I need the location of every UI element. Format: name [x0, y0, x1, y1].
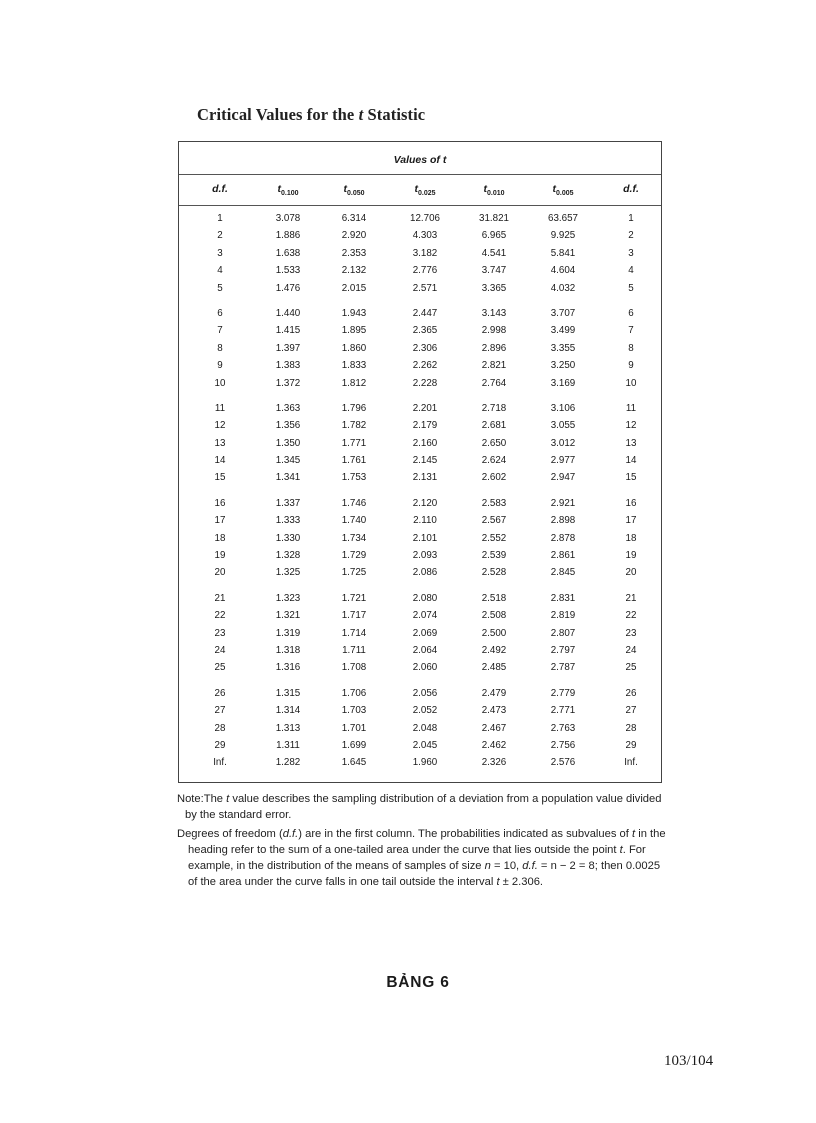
table-cell: 1.860 [341, 342, 367, 354]
table-header-row [179, 183, 661, 199]
table-cell: 2.492 [481, 644, 507, 656]
table-cell: 12.706 [410, 213, 440, 224]
table-cell: 2.947 [550, 472, 576, 484]
values-heading: Values of t [393, 154, 447, 166]
table-cell: 18 [625, 532, 637, 544]
table-cell: 1.318 [275, 644, 301, 656]
table-cell: 1.714 [341, 627, 367, 639]
table-cell: 1.761 [341, 455, 367, 467]
table-row [179, 342, 661, 359]
table-cell: 3 [628, 247, 634, 259]
table-cell: 15 [625, 472, 637, 484]
table-cell: 2.145 [412, 455, 438, 467]
table-cell: 1.699 [341, 739, 367, 751]
table-cell: 2.052 [412, 705, 438, 717]
table-cell: 4.541 [481, 247, 507, 259]
table-row [179, 229, 661, 246]
note2-part: ± 2.306. [499, 876, 544, 888]
table-cell: 3.747 [481, 265, 507, 277]
table-cell: 2.681 [481, 420, 507, 432]
table-cell: 3.143 [481, 307, 507, 319]
column-header-sub: 0.100 [280, 190, 299, 198]
table-cell: 20 [625, 567, 637, 579]
table-cell: 1.350 [275, 437, 301, 449]
table-row [179, 471, 661, 488]
table-cell: 2.060 [412, 662, 438, 674]
table-cell: 2.576 [550, 757, 576, 769]
table-cell: 1.363 [275, 402, 301, 414]
table-cell: 1.645 [341, 757, 367, 769]
table-cell: 28 [625, 722, 637, 734]
table-cell: 2.086 [412, 567, 438, 579]
table-cell: 2.861 [550, 550, 576, 562]
column-header-main: t [483, 183, 487, 195]
page-label: BẢNG 6 [386, 974, 450, 991]
heading-divider [179, 174, 661, 175]
table-cell: 2.998 [481, 325, 507, 337]
note2-part: . For example, in the distribution of the means of samples of size [188, 844, 646, 872]
table-cell: 2.763 [550, 722, 576, 734]
table-cell: 22 [625, 610, 637, 622]
table-cell: 1.345 [275, 455, 301, 467]
table-cell: 27 [214, 705, 226, 717]
table-body [179, 212, 661, 774]
table-cell: 2.056 [412, 687, 438, 699]
table-cell: 11 [625, 402, 637, 414]
table-cell: 1.771 [341, 437, 367, 449]
table-row [179, 497, 661, 514]
title-italic-t: t [358, 105, 364, 124]
note1-part: value describes the sampling distribution of a deviation from a population value divided by the standard error. [185, 793, 662, 821]
note2-part: Degrees of freedom ( [177, 828, 283, 840]
column-header-sub: 0.010 [486, 190, 505, 198]
table-cell: 1.812 [341, 377, 367, 389]
table-row [179, 532, 661, 549]
table-cell: 2.764 [481, 377, 507, 389]
table-cell: 2.567 [481, 515, 507, 527]
table-cell: 3.355 [550, 342, 576, 354]
table-cell: 3 [217, 247, 223, 259]
table-cell: 2.179 [412, 420, 438, 432]
table-cell: 1 [628, 213, 634, 224]
table-cell: 1.886 [275, 230, 301, 242]
table-cell: 4.604 [550, 265, 576, 277]
table-cell: 2.539 [481, 550, 507, 562]
table-cell: 1.372 [275, 377, 301, 389]
table-row [179, 609, 661, 626]
table-cell: 2.262 [412, 360, 438, 372]
table-cell: 7 [628, 325, 634, 337]
table-cell: 2.365 [412, 325, 438, 337]
table-cell: 1.314 [275, 705, 301, 717]
table-cell: 13 [625, 437, 637, 449]
note2-italic: d.f. [522, 860, 538, 872]
table-cell: 8 [217, 342, 223, 354]
table-cell: 1.717 [341, 610, 367, 622]
table-row [179, 359, 661, 376]
table-cell: 2.624 [481, 455, 507, 467]
table-cell: 1.383 [275, 360, 301, 372]
table-cell: 2.779 [550, 687, 576, 699]
column-header [258, 183, 318, 197]
table-row [179, 514, 661, 531]
column-header [464, 183, 524, 197]
table-row [179, 307, 661, 324]
table-cell: 2.571 [412, 282, 438, 294]
table-row [179, 377, 661, 394]
page-number: 103/104 [664, 1053, 714, 1069]
table-row [179, 704, 661, 721]
table-cell: 9.925 [550, 230, 576, 242]
table-cell: 2.160 [412, 437, 438, 449]
table-cell: 29 [214, 739, 226, 751]
table-cell: 23 [625, 627, 637, 639]
table-cell: 1.440 [275, 307, 301, 319]
table-cell: 63.657 [548, 213, 578, 224]
table-cell: 2.819 [550, 610, 576, 622]
table-cell: 31.821 [479, 213, 509, 224]
table-row [179, 627, 661, 644]
column-header-main: d.f. [623, 183, 639, 195]
table-cell: 3.499 [550, 325, 576, 337]
column-header-main: t [552, 183, 556, 195]
table-cell: 2.074 [412, 610, 438, 622]
table-cell: 7 [217, 325, 223, 337]
table-cell: 1.708 [341, 662, 367, 674]
table-cell: 5 [628, 282, 634, 294]
t-table [178, 141, 662, 783]
table-cell: 2.201 [412, 402, 438, 414]
table-cell: 2.845 [550, 567, 576, 579]
table-row [179, 454, 661, 471]
table-cell: 2.015 [341, 282, 367, 294]
table-cell: 26 [625, 687, 637, 699]
table-cell: 19 [625, 550, 637, 562]
note2-italic: t [619, 844, 623, 856]
table-cell: 1.943 [341, 307, 367, 319]
table-cell: 1.895 [341, 325, 367, 337]
table-cell: 2.101 [412, 532, 438, 544]
table-cell: 1.746 [341, 497, 367, 509]
table-cell: 29 [625, 739, 637, 751]
table-cell: 1.315 [275, 687, 301, 699]
table-cell: 27 [625, 705, 637, 717]
table-cell: 14 [625, 455, 637, 467]
table-cell: 25 [214, 662, 226, 674]
table-cell: 1.721 [341, 592, 367, 604]
table-cell: 3.055 [550, 420, 576, 432]
table-cell: 3.707 [550, 307, 576, 319]
table-row [179, 324, 661, 341]
table-cell: 1.701 [341, 722, 367, 734]
table-cell: 1.725 [341, 567, 367, 579]
table-row [179, 687, 661, 704]
table-cell: Inf. [624, 757, 638, 769]
table-cell: 3.365 [481, 282, 507, 294]
table-row [179, 722, 661, 739]
column-header-main: t [414, 183, 418, 195]
table-cell: 1.833 [341, 360, 367, 372]
table-cell: 2.500 [481, 627, 507, 639]
table-cell: 4 [628, 265, 634, 277]
table-cell: 6.965 [481, 230, 507, 242]
table-notes [177, 791, 667, 893]
table-cell: 2.508 [481, 610, 507, 622]
table-cell: 1.321 [275, 610, 301, 622]
table-cell: 2.228 [412, 377, 438, 389]
column-header [190, 183, 250, 195]
table-cell: 2.485 [481, 662, 507, 674]
table-cell: 1.734 [341, 532, 367, 544]
table-cell: 1.782 [341, 420, 367, 432]
table-cell: 1.356 [275, 420, 301, 432]
table-cell: 13 [214, 437, 226, 449]
column-header-sub: 0.025 [417, 190, 436, 198]
table-row [179, 437, 661, 454]
table-cell: 2.583 [481, 497, 507, 509]
note2-italic: n [484, 860, 491, 872]
table-cell: 1.638 [275, 247, 301, 259]
table-cell: 1.729 [341, 550, 367, 562]
table-cell: 18 [214, 532, 226, 544]
note2-part: in the heading refer to the sum of a one-tailed area under the curve that lies outside the point [188, 828, 666, 856]
table-cell: 2.756 [550, 739, 576, 751]
note2-part: = n − 2 = 8; then 0.0025 of the area under the curve falls in one tail outside the interval [188, 860, 661, 888]
table-cell: 2.528 [481, 567, 507, 579]
table-cell: 2 [217, 230, 223, 242]
table-cell: 3.078 [275, 213, 301, 224]
table-cell: 2.326 [481, 757, 507, 769]
table-cell: 17 [625, 515, 637, 527]
table-cell: 2.878 [550, 532, 576, 544]
note1-part: Note:The [177, 793, 227, 805]
table-cell: 2.048 [412, 722, 438, 734]
table-row [179, 247, 661, 264]
table-cell: 11 [214, 402, 226, 414]
column-header-main: t [277, 183, 281, 195]
table-cell: 2.353 [341, 247, 367, 259]
table-cell: 14 [214, 455, 226, 467]
table-cell: 2.718 [481, 402, 507, 414]
table-cell: 1.330 [275, 532, 301, 544]
table-title [197, 105, 425, 125]
table-cell: 16 [214, 497, 226, 509]
table-cell: 20 [214, 567, 226, 579]
table-cell: 2.920 [341, 230, 367, 242]
table-cell: 2.771 [550, 705, 576, 717]
column-header-main: t [343, 183, 347, 195]
table-cell: 2.045 [412, 739, 438, 751]
table-row [179, 756, 661, 773]
table-cell: 1.476 [275, 282, 301, 294]
table-cell: 3.182 [412, 247, 438, 259]
table-cell: 16 [625, 497, 637, 509]
table-cell: 2.473 [481, 705, 507, 717]
column-header-sub: 0.005 [555, 190, 574, 198]
table-cell: 1.703 [341, 705, 367, 717]
table-cell: 23 [214, 627, 226, 639]
table-cell: 2.787 [550, 662, 576, 674]
table-cell: 25 [625, 662, 637, 674]
table-cell: 24 [625, 644, 637, 656]
table-cell: 1.533 [275, 265, 301, 277]
table-cell: 2.120 [412, 497, 438, 509]
table-cell: 5.841 [550, 247, 576, 259]
table-cell: 1.282 [275, 757, 301, 769]
table-cell: 2.797 [550, 644, 576, 656]
table-cell: 2.131 [412, 472, 438, 484]
table-cell: 21 [625, 592, 637, 604]
note-degrees-of-freedom [177, 826, 667, 890]
table-row [179, 419, 661, 436]
table-row [179, 566, 661, 583]
table-cell: 1.323 [275, 592, 301, 604]
column-header [533, 183, 593, 197]
table-cell: 1.397 [275, 342, 301, 354]
table-cell: 10 [214, 377, 226, 389]
table-cell: 10 [625, 377, 637, 389]
table-cell: 15 [214, 472, 226, 484]
table-cell: 1.753 [341, 472, 367, 484]
table-cell: 1.325 [275, 567, 301, 579]
table-cell: 1.316 [275, 662, 301, 674]
table-cell: 3.106 [550, 402, 576, 414]
table-row [179, 264, 661, 281]
table-cell: 2.602 [481, 472, 507, 484]
table-cell: 2.093 [412, 550, 438, 562]
table-cell: 2.110 [413, 515, 437, 527]
table-cell: 1.711 [342, 644, 366, 656]
table-row [179, 644, 661, 661]
note2-part: = 10, [490, 860, 523, 872]
table-cell: 2.807 [550, 627, 576, 639]
table-cell: 2.132 [341, 265, 367, 277]
table-cell: 1.319 [275, 627, 301, 639]
table-cell: 2.821 [481, 360, 507, 372]
table-cell: 28 [214, 722, 226, 734]
table-cell: 1 [217, 213, 223, 224]
table-cell: 1.796 [341, 402, 367, 414]
table-row [179, 549, 661, 566]
note2-italic: t [632, 828, 636, 840]
table-cell: 2.776 [412, 265, 438, 277]
table-cell: 6.314 [341, 213, 367, 224]
table-cell: 12 [625, 420, 637, 432]
table-cell: 2.447 [412, 307, 438, 319]
table-cell: 2.462 [481, 739, 507, 751]
table-cell: 2.898 [550, 515, 576, 527]
table-cell: 1.706 [341, 687, 367, 699]
table-cell: 2.831 [550, 592, 576, 604]
table-cell: 2.069 [412, 627, 438, 639]
table-row [179, 282, 661, 299]
table-cell: 2.921 [550, 497, 576, 509]
table-cell: 1.333 [275, 515, 301, 527]
column-header-sub: 0.050 [346, 190, 365, 198]
table-cell: 17 [214, 515, 226, 527]
table-cell: 2.518 [481, 592, 507, 604]
table-cell: 5 [217, 282, 223, 294]
table-cell: 2.977 [550, 455, 576, 467]
column-header-main: d.f. [212, 183, 228, 195]
table-cell: 1.328 [275, 550, 301, 562]
table-cell: 3.012 [550, 437, 576, 449]
table-cell: 1.960 [412, 757, 438, 769]
table-cell: 9 [217, 360, 223, 372]
table-cell: 3.250 [550, 360, 576, 372]
table-cell: 2 [628, 230, 634, 242]
table-cell: 1.740 [341, 515, 367, 527]
title-suffix: Statistic [363, 105, 426, 124]
column-header [601, 183, 661, 195]
table-row [179, 739, 661, 756]
note-standard-error [177, 791, 667, 823]
table-cell: 2.080 [412, 592, 438, 604]
table-cell: 12 [214, 420, 226, 432]
table-cell: 19 [214, 550, 226, 562]
column-header [395, 183, 455, 197]
table-row [179, 661, 661, 678]
table-cell: 22 [214, 610, 226, 622]
table-cell: 1.341 [275, 472, 301, 484]
table-cell: 2.552 [481, 532, 507, 544]
table-cell: 4 [217, 265, 223, 277]
table-cell: 2.306 [412, 342, 438, 354]
note1-italic: t [226, 793, 230, 805]
table-row [179, 592, 661, 609]
table-cell: 1.337 [275, 497, 301, 509]
header-divider [179, 205, 661, 206]
table-cell: 2.467 [481, 722, 507, 734]
table-cell: 8 [628, 342, 634, 354]
note2-part: ) are in the first column. The probabilities indicated as subvalues of [298, 828, 632, 840]
table-cell: 4.032 [550, 282, 576, 294]
table-cell: 1.311 [276, 739, 300, 751]
table-cell: 3.169 [550, 377, 576, 389]
table-cell: 24 [214, 644, 226, 656]
table-cell: 6 [217, 307, 223, 319]
table-cell: 2.650 [481, 437, 507, 449]
note2-italic: d.f. [282, 828, 299, 840]
table-cell: 6 [628, 307, 634, 319]
table-cell: 9 [628, 360, 634, 372]
table-cell: Inf. [213, 757, 227, 769]
table-cell: 2.479 [481, 687, 507, 699]
table-cell: 2.896 [481, 342, 507, 354]
table-cell: 4.303 [412, 230, 438, 242]
table-row [179, 402, 661, 419]
table-cell: 2.064 [412, 644, 438, 656]
table-row [179, 212, 661, 229]
table-cell: 1.313 [275, 722, 301, 734]
table-cell: 21 [214, 592, 226, 604]
table-cell: 26 [214, 687, 226, 699]
column-header [324, 183, 384, 197]
note2-italic: t [496, 876, 500, 888]
table-cell: 1.415 [275, 325, 301, 337]
title-prefix: Critical Values for the [197, 105, 359, 124]
